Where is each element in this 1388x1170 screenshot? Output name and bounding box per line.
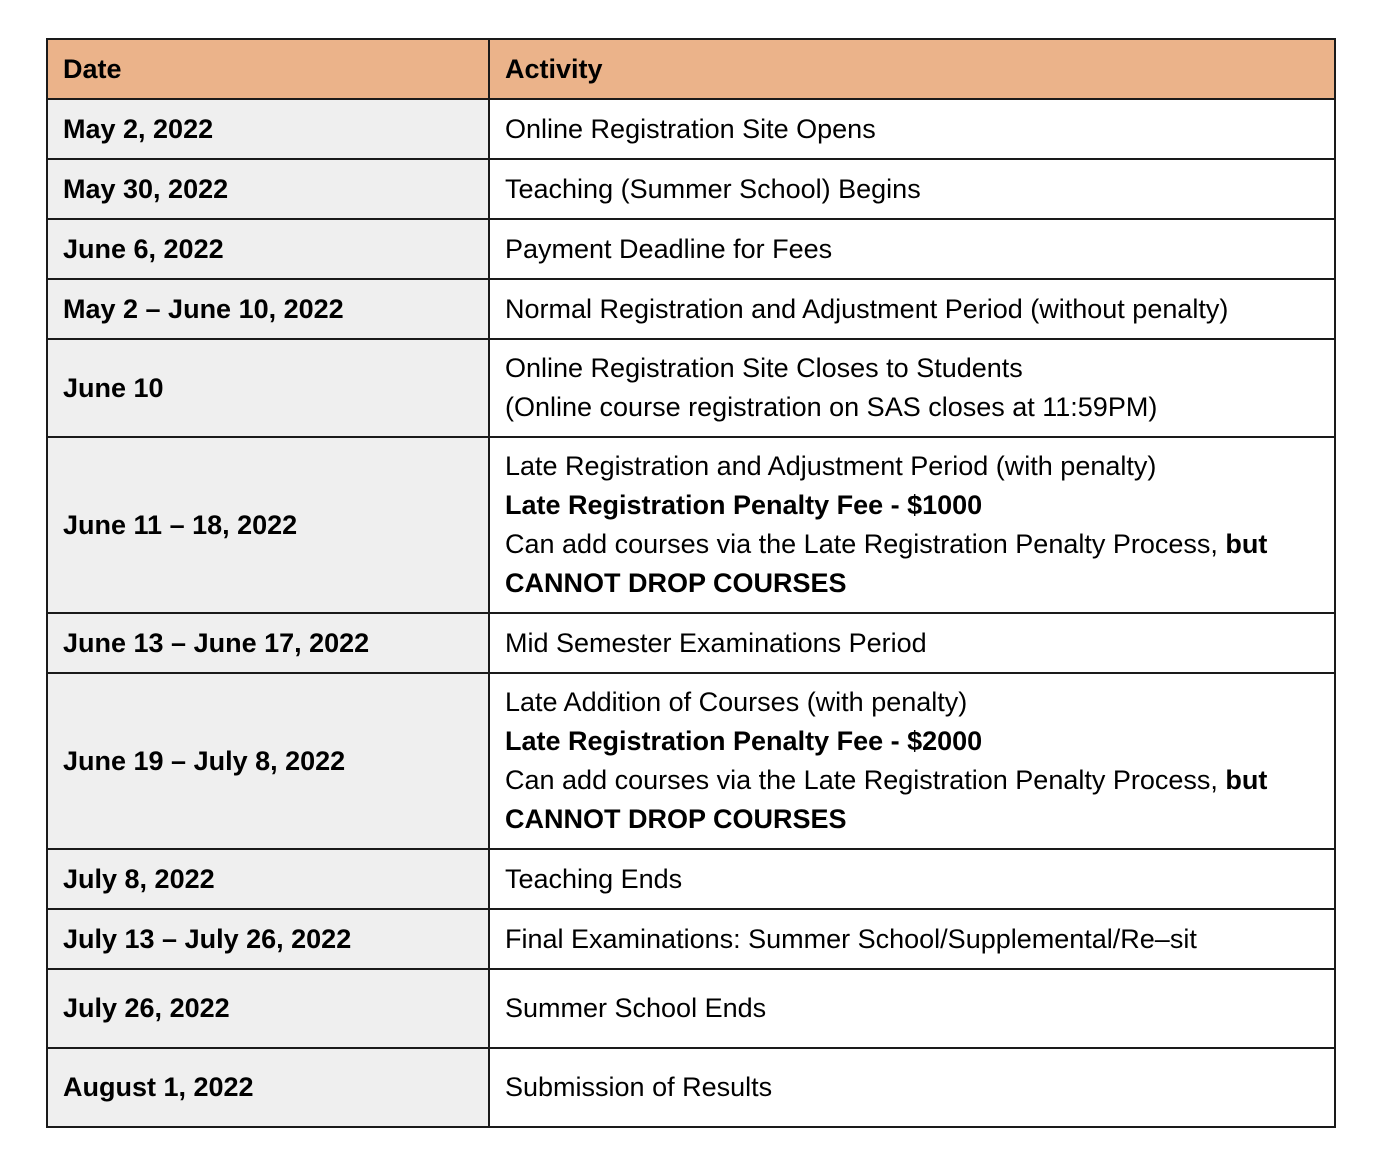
date-cell: May 2, 2022 (47, 99, 489, 159)
date-cell: August 1, 2022 (47, 1048, 489, 1127)
activity-cell: Payment Deadline for Fees (489, 219, 1335, 279)
table-row (47, 613, 1335, 673)
date-cell: July 13 – July 26, 2022 (47, 909, 489, 969)
penalty-note-text: Can add courses via the Late Registration Penalty Process, (505, 529, 1218, 559)
date-cell: May 2 – June 10, 2022 (47, 279, 489, 339)
penalty-note-emphasis: but (1225, 765, 1268, 795)
activity-cell: Online Registration Site Opens (489, 99, 1335, 159)
penalty-note-emphasis: but (1225, 529, 1268, 559)
table-row (47, 219, 1335, 279)
activity-cell (489, 437, 1335, 613)
table-row (47, 849, 1335, 909)
table-row (47, 279, 1335, 339)
activity-line: (Online course registration on SAS closes at 11:59PM) (505, 392, 1158, 422)
penalty-fee-line: Late Registration Penalty Fee - $1000 (505, 490, 983, 520)
activity-cell: Summer School Ends (489, 969, 1335, 1048)
activity-line: Late Registration and Adjustment Period (with penalty) (505, 451, 1157, 481)
activity-line: Late Addition of Courses (with penalty) (505, 687, 968, 717)
penalty-note-text: Can add courses via the Late Registration Penalty Process, (505, 765, 1218, 795)
penalty-note-line (505, 525, 1319, 564)
table-row (47, 159, 1335, 219)
date-cell: June 19 – July 8, 2022 (47, 673, 489, 849)
date-cell: June 10 (47, 339, 489, 437)
date-cell: July 26, 2022 (47, 969, 489, 1048)
date-cell: June 6, 2022 (47, 219, 489, 279)
activity-column-header: Activity (489, 39, 1335, 99)
table-row (47, 969, 1335, 1048)
header-row (47, 39, 1335, 99)
date-cell: June 13 – June 17, 2022 (47, 613, 489, 673)
activity-cell: Mid Semester Examinations Period (489, 613, 1335, 673)
drop-warning-line: CANNOT DROP COURSES (505, 804, 847, 834)
activity-cell (489, 673, 1335, 849)
activity-cell (489, 339, 1335, 437)
date-column-header: Date (47, 39, 489, 99)
table-row (47, 99, 1335, 159)
drop-warning-line: CANNOT DROP COURSES (505, 568, 847, 598)
schedule-table (46, 38, 1336, 1128)
activity-cell: Final Examinations: Summer School/Supplemental/Re–sit (489, 909, 1335, 969)
date-cell: July 8, 2022 (47, 849, 489, 909)
penalty-note-line (505, 761, 1319, 800)
date-cell: June 11 – 18, 2022 (47, 437, 489, 613)
activity-cell: Teaching Ends (489, 849, 1335, 909)
table-row (47, 339, 1335, 437)
date-cell: May 30, 2022 (47, 159, 489, 219)
activity-line: Online Registration Site Closes to Students (505, 353, 1023, 383)
activity-cell: Submission of Results (489, 1048, 1335, 1127)
table-row (47, 673, 1335, 849)
table-row (47, 1048, 1335, 1127)
table-row (47, 437, 1335, 613)
penalty-fee-line: Late Registration Penalty Fee - $2000 (505, 726, 983, 756)
activity-cell: Normal Registration and Adjustment Period (without penalty) (489, 279, 1335, 339)
table-row (47, 909, 1335, 969)
activity-cell: Teaching (Summer School) Begins (489, 159, 1335, 219)
